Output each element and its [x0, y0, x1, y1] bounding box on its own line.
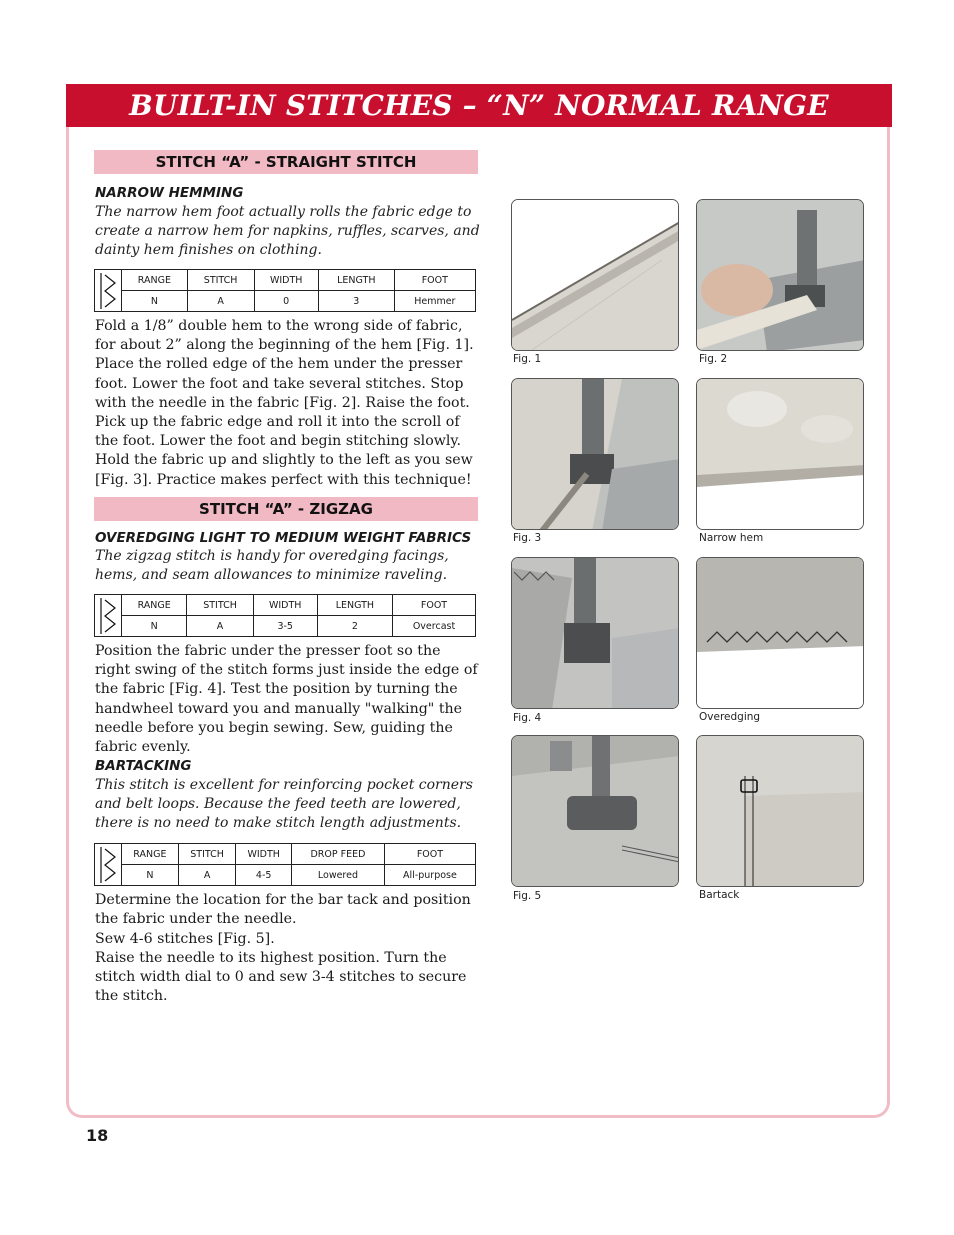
page-number: 18	[86, 1126, 109, 1145]
caption-overedging: Overedging	[699, 711, 761, 723]
th-length: LENGTH	[318, 270, 394, 291]
subheading-bartacking: BARTACKING	[95, 758, 192, 774]
caption-fig-3: Fig. 3	[513, 532, 542, 544]
caption-narrow-hem: Narrow hem	[699, 532, 764, 544]
body-overedging: Position the fabric under the presser foot so the right swing of the stitch forms just inside the edge of the fabric [Fig. 4]. Test the position by turning the handwheel toward you and manually "walking" the needle before you begin sewing. Sew, guiding the fabric evenly.	[95, 643, 478, 756]
th-width: WIDTH	[236, 844, 292, 865]
th-stitch: STITCH	[187, 595, 253, 616]
th-width: WIDTH	[253, 595, 317, 616]
td-width: 0	[254, 291, 318, 312]
settings-table-zigzag	[94, 594, 476, 637]
subheading-overedging: OVEREDGING LIGHT TO MEDIUM WEIGHT FABRICS	[95, 530, 472, 546]
page-title: BUILT-IN STITCHES – “N” NORMAL RANGE	[66, 84, 892, 127]
th-foot: FOOT	[394, 270, 475, 291]
th-foot: FOOT	[384, 844, 475, 865]
td-range: N	[122, 291, 188, 312]
th-range: RANGE	[122, 595, 187, 616]
th-length: LENGTH	[317, 595, 392, 616]
photo-fig-2	[696, 199, 864, 351]
caption-bartack: Bartack	[699, 889, 740, 901]
settings-table-bartack	[94, 843, 476, 886]
td-length: 3	[318, 291, 394, 312]
td-foot: Overcast	[393, 616, 476, 637]
intro-narrow-hemming: The narrow hem foot actually rolls the fabric edge to create a narrow hem for napkins, ruffles, scarves, and dainty hem finishes on clothing.	[95, 204, 480, 258]
td-foot: All-purpose	[384, 865, 475, 886]
td-foot: Hemmer	[394, 291, 475, 312]
caption-fig-4: Fig. 4	[513, 712, 542, 724]
photo-overedging	[696, 557, 864, 709]
th-stitch: STITCH	[187, 270, 254, 291]
settings-table-straight	[94, 269, 476, 312]
section-heading-straight: STITCH “A” - STRAIGHT STITCH	[94, 150, 478, 174]
subheading-narrow-hemming: NARROW HEMMING	[95, 185, 244, 201]
photo-bartack	[696, 735, 864, 887]
td-drop-feed: Lowered	[291, 865, 384, 886]
th-width: WIDTH	[254, 270, 318, 291]
td-range: N	[122, 865, 179, 886]
body-bartacking-2: Sew 4-6 stitches [Fig. 5].	[95, 931, 275, 947]
intro-bartacking: This stitch is excellent for reinforcing pocket corners and belt loops. Because the feed teeth are lowered, there is no need to make stitch length adjustments.	[95, 777, 473, 831]
td-width: 3-5	[253, 616, 317, 637]
th-foot: FOOT	[393, 595, 476, 616]
td-width: 4-5	[236, 865, 292, 886]
caption-fig-5: Fig. 5	[513, 890, 542, 902]
caption-fig-1: Fig. 1	[513, 353, 542, 365]
stitch-pattern-icon	[95, 844, 122, 886]
section-heading-zigzag: STITCH “A” - ZIGZAG	[94, 497, 478, 521]
th-drop-feed: DROP FEED	[291, 844, 384, 865]
intro-overedging: The zigzag stitch is handy for overedging facings, hems, and seam allowances to minimize raveling.	[95, 548, 449, 583]
photo-narrow-hem	[696, 378, 864, 530]
td-stitch: A	[187, 616, 253, 637]
body-bartacking-3: Raise the needle to its highest position. Turn the stitch width dial to 0 and sew 3-4 stitches to secure the stitch.	[95, 950, 467, 1005]
th-range: RANGE	[122, 844, 179, 865]
td-stitch: A	[187, 291, 254, 312]
body-bartacking-1: Determine the location for the bar tack and position the fabric under the needle.	[95, 892, 471, 928]
td-stitch: A	[178, 865, 236, 886]
stitch-pattern-icon	[95, 270, 122, 312]
th-range: RANGE	[122, 270, 188, 291]
td-length: 2	[317, 616, 392, 637]
caption-fig-2: Fig. 2	[699, 353, 728, 365]
photo-fig-5	[511, 735, 679, 887]
photo-fig-3	[511, 378, 679, 530]
body-narrow-hemming: Fold a 1/8” double hem to the wrong side of fabric, for about 2” along the beginning of the hem [Fig. 1]. Place the rolled edge of the hem under the presser foot. Lower the foot and take several stitches. Stop with the needle in the fabric [Fig. 2]. Raise the foot. Pick up the fabric edge and roll it into the scroll of the foot. Lower the foot and begin stitching slowly. Hold the fabric up and slightly to the left as you sew [Fig. 3]. Practice makes perfect with this technique!	[95, 318, 474, 488]
stitch-pattern-icon	[95, 595, 122, 637]
photo-fig-1	[511, 199, 679, 351]
td-range: N	[122, 616, 187, 637]
photo-fig-4	[511, 557, 679, 709]
th-stitch: STITCH	[178, 844, 236, 865]
